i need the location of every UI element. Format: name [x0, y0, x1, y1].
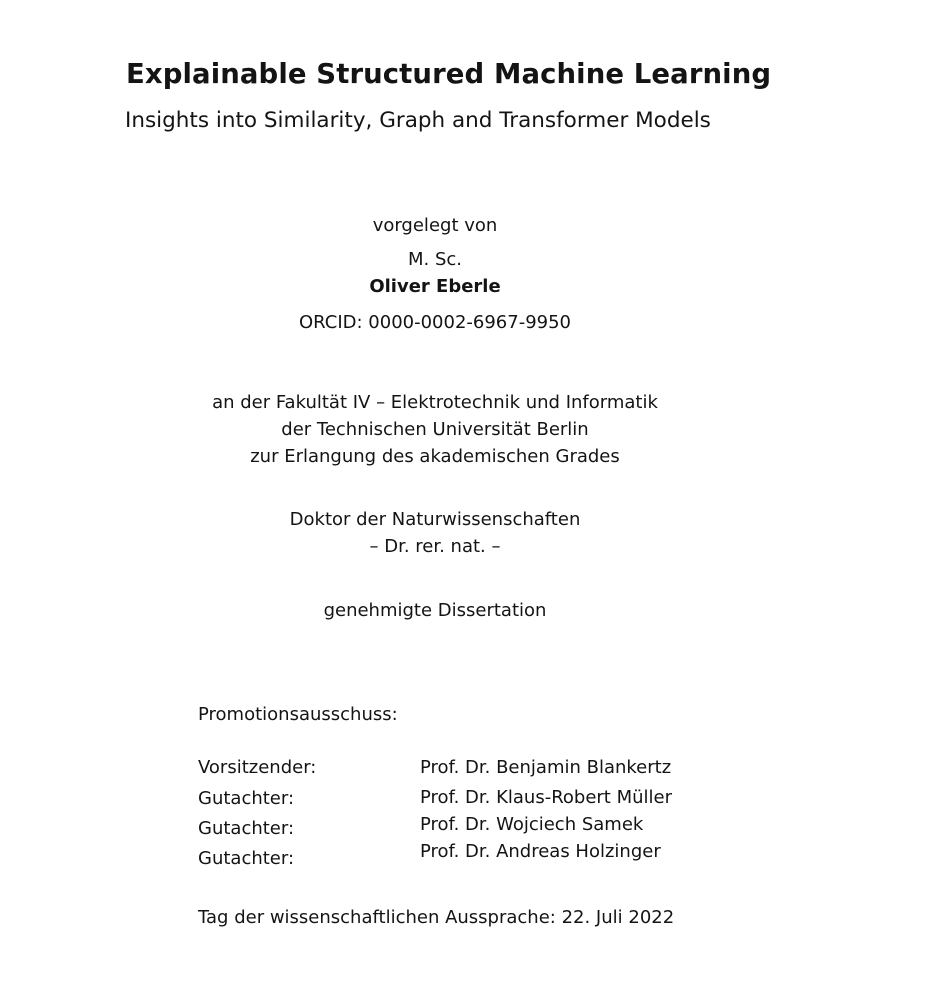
committee-member: Prof. Dr. Andreas Holzinger [420, 841, 661, 862]
document-title: Explainable Structured Machine Learning [126, 58, 772, 90]
committee-role: Vorsitzender: [198, 757, 317, 778]
committee-role: Gutachter: [198, 848, 295, 869]
defense-date: Tag der wissenschaftlichen Aussprache: 22. Juli 2022 [198, 907, 675, 928]
approved-dissertation: genehmigte Dissertation [323, 600, 547, 621]
faculty-line: der Technischen Universität Berlin [281, 419, 589, 440]
author-name: Oliver Eberle [369, 276, 501, 297]
orcid: ORCID: 0000-0002-6967-9950 [298, 312, 572, 333]
committee-heading: Promotionsausschuss: [198, 704, 398, 725]
committee-role: Gutachter: [198, 788, 295, 809]
document-subtitle: Insights into Similarity, Graph and Transformer Models [125, 108, 711, 133]
committee-member: Prof. Dr. Klaus-Robert Müller [420, 787, 672, 808]
degree-line: – Dr. rer. nat. – [369, 536, 501, 557]
degree-line: Doktor der Naturwissenschaften [289, 509, 581, 530]
faculty-line: an der Fakultät IV – Elektrotechnik und Informatik [212, 392, 658, 413]
committee-member: Prof. Dr. Benjamin Blankertz [420, 757, 672, 778]
presented-by: vorgelegt von [372, 215, 498, 236]
committee-role: Gutachter: [198, 818, 295, 839]
faculty-line: zur Erlangung des akademischen Grades [250, 446, 620, 467]
committee-member: Prof. Dr. Wojciech Samek [420, 814, 644, 835]
degree-prefix: M. Sc. [407, 249, 463, 270]
